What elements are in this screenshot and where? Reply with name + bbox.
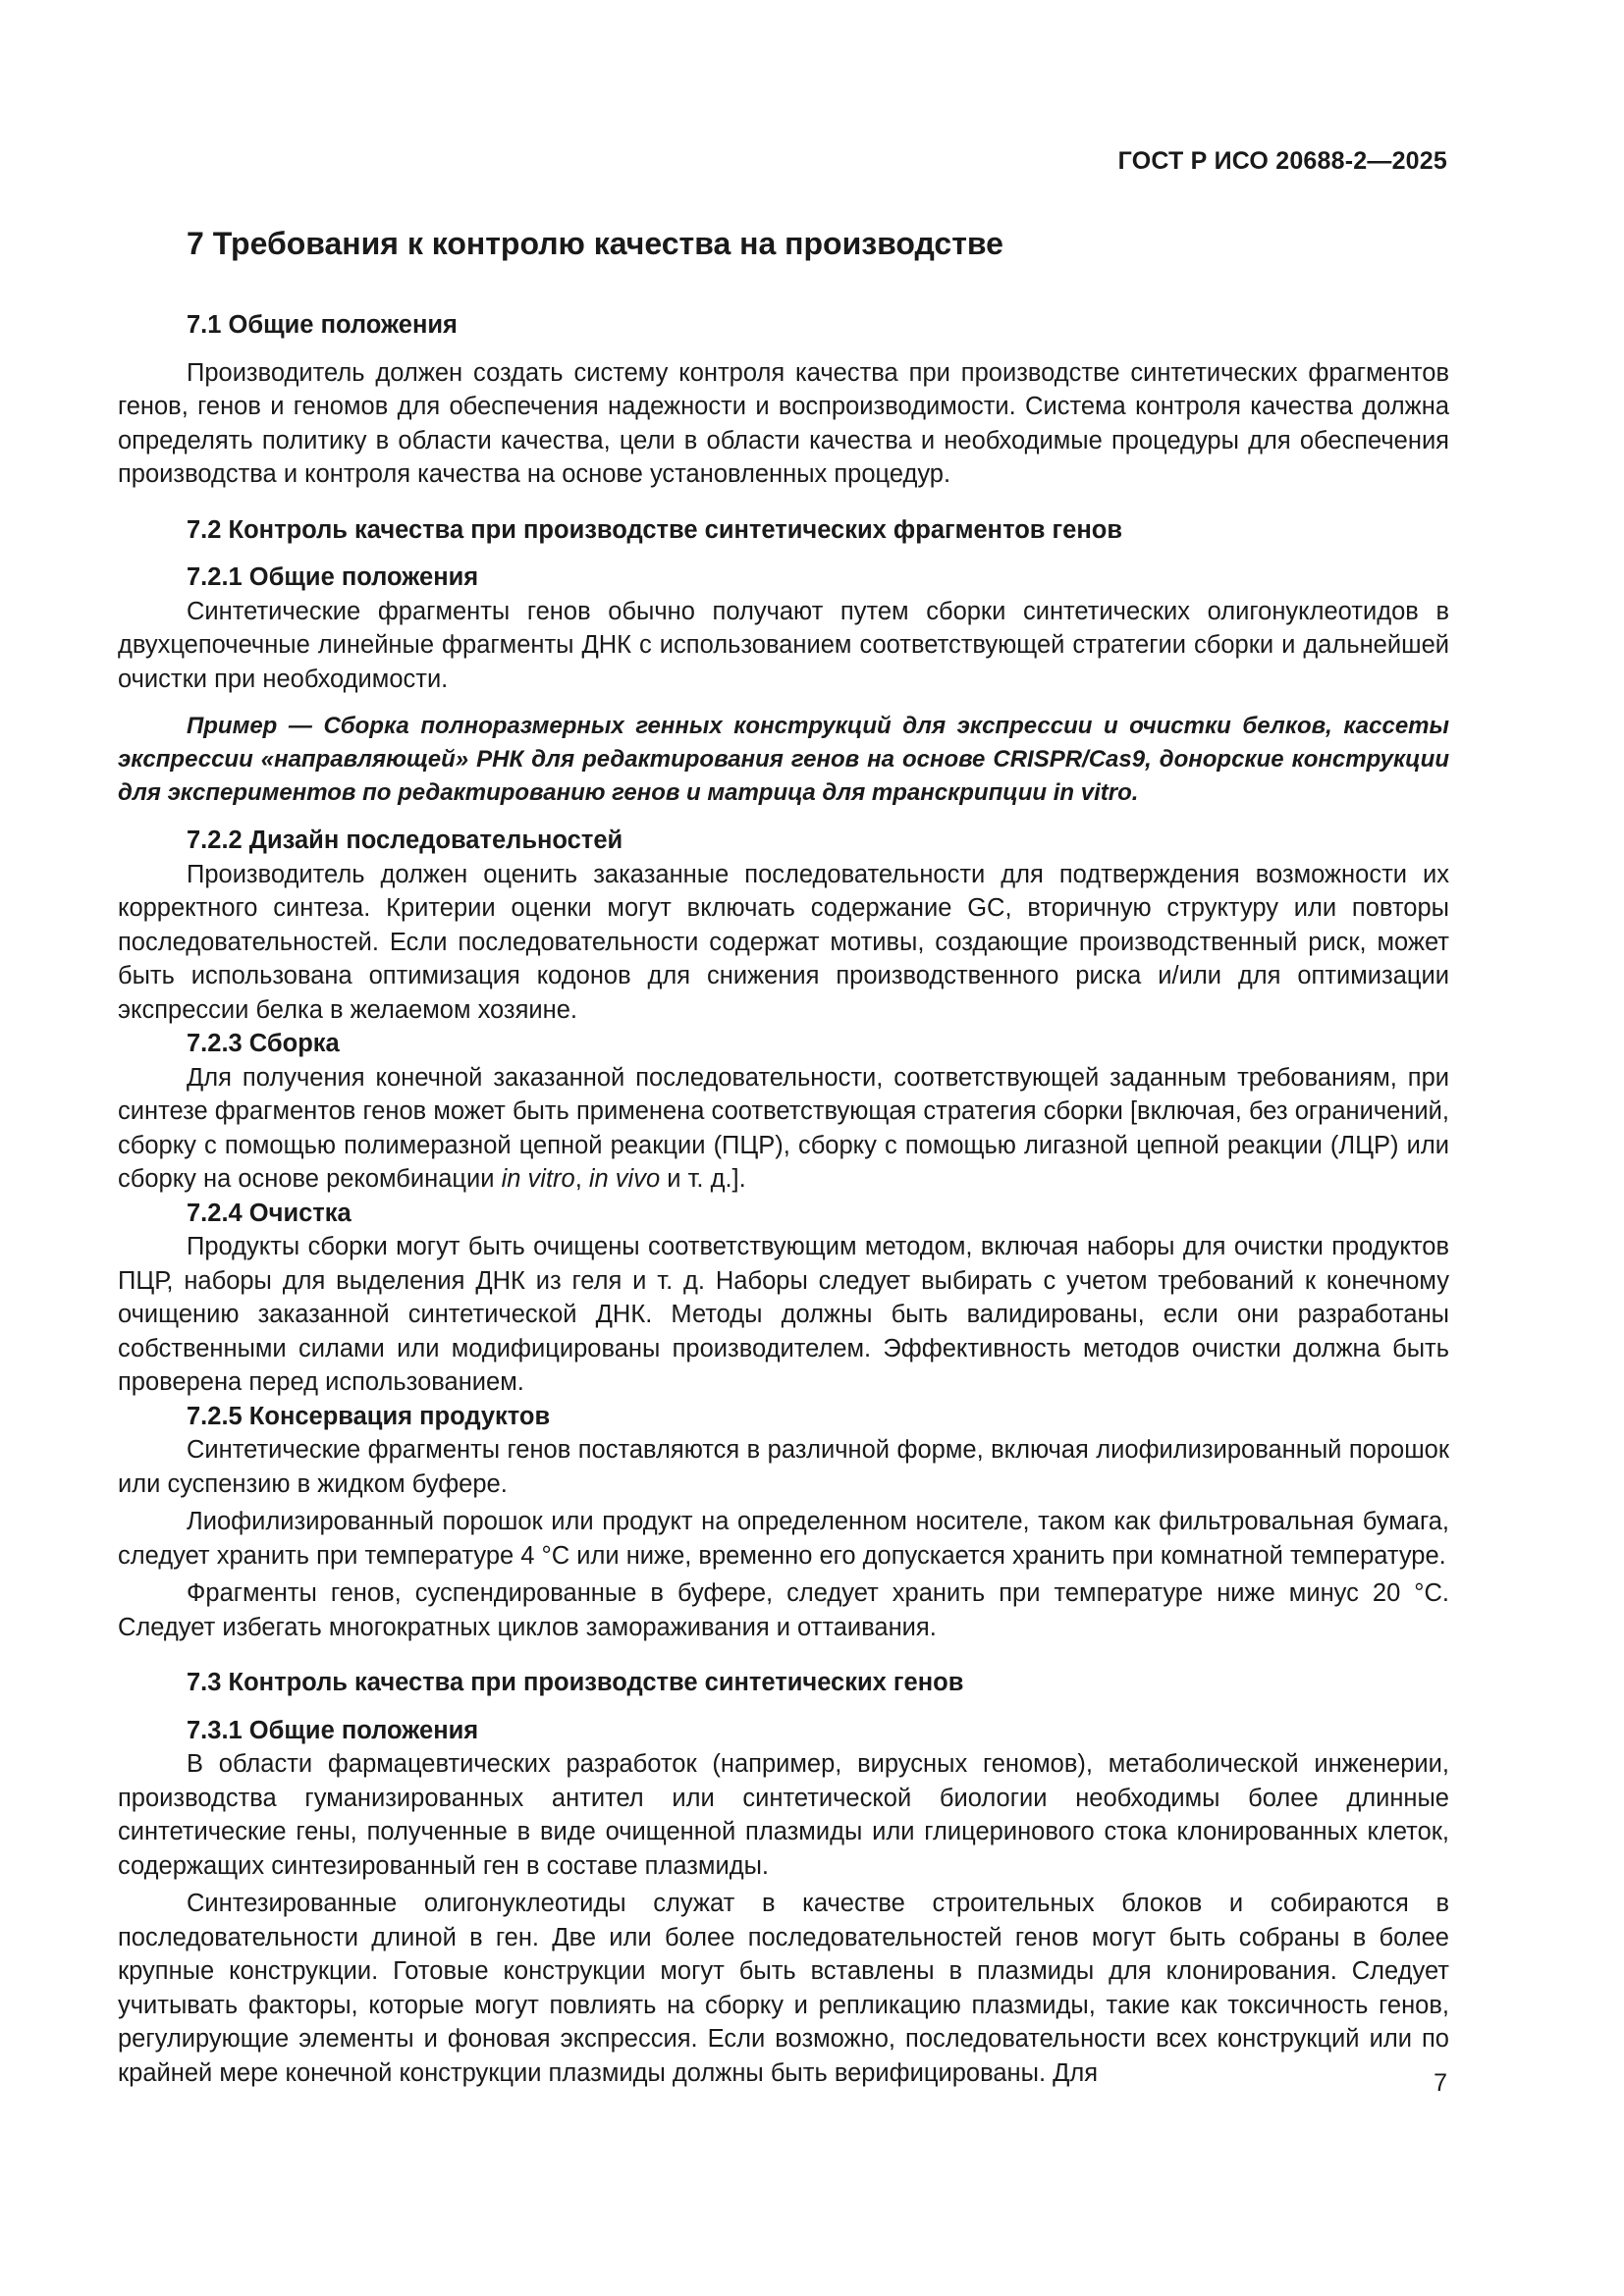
- term-separator: ,: [574, 1165, 589, 1193]
- in-vitro-term: in vitro: [501, 1165, 575, 1193]
- section-7-2-3-text: Для получения конечной заказанной последовательности, соответствующей заданным требованиям, при синтезе фрагментов генов может быть применена соответствующая стратегия сборки [включая, без ограничений, сборку с помощью полимеразной цепной реакции (ПЦР), сборку с помощью лигазной цепной реакции (ЛЦР) или сборку на основе рекомбинации: [118, 1063, 1449, 1193]
- section-7-2-5-paragraph-3: Фрагменты генов, суспендированные в буфере, следует хранить при температуре ниже минус 20 °С. Следует избегать многократных циклов замораживания и оттаивания.: [118, 1579, 1449, 1641]
- section-7-3-1-paragraph-2: Синтезированные олигонуклеотиды служат в качестве строительных блоков и собираются в последовательности длиной в ген. Две или более последовательностей генов могут быть собраны в более крупные конструкции. Готовые конструкции могут быть вставлены в плазмиды для клонирования. Следует учитывать факторы, которые могут повлиять на сборку и репликацию плазмиды, такие как токсичность генов, регулирующие элементы и фоновая экспрессия. Если возможно, последовательности всех конструкций или по крайней мере конечной конструкции плазмиды должны быть верифицированы. Для: [118, 1890, 1449, 2087]
- section-7-1-paragraph: Производитель должен создать систему контроля качества при производстве синтетических фрагментов генов, генов и геномов для обеспечения надежности и воспроизводимости. Система контроля качества должна определять политику в области качества, цели в области качества и необходимые процедуры для обеспечения производства и контроля качества на основе установленных процедур.: [118, 358, 1449, 488]
- section-7-title: 7 Требования к контролю качества на производстве: [187, 226, 1003, 261]
- section-7-2-4-paragraph: Продукты сборки могут быть очищены соответствующим методом, включая наборы для очистки продуктов ПЦР, наборы для выделения ДНК из геля и т. д. Наборы следует выбирать с учетом требований к конечному очищению заказанной синтетической ДНК. Методы должны быть валидированы, если они разработаны собственными силами или модифицированы производителем. Эффективность методов очистки должна быть проверена перед использованием.: [118, 1233, 1449, 1396]
- document-code: ГОСТ Р ИСО 20688-2—2025: [1117, 147, 1447, 175]
- page-number: 7: [1434, 2069, 1447, 2097]
- section-7-2-1-paragraph: Синтетические фрагменты генов обычно получают путем сборки синтетических олигонуклеотидов в двухцепочечные линейные фрагменты ДНК с использованием соответствующей стратегии сборки и дальнейшей очистки при необходимости.: [118, 597, 1449, 693]
- section-7-2-heading: 7.2 Контроль качества при производстве синтетических фрагментов генов: [187, 515, 1123, 544]
- section-7-3-1-paragraph-1: В области фармацевтических разработок (например, вирусных геномов), метаболической инженерии, производства гуманизированных антител или синтетической биологии необходимы более длинные синтетические гены, полученные в виде очищенной плазмиды или глицеринового стока клонированных клеток, содержащих синтезированный ген в составе плазмиды.: [118, 1750, 1449, 1880]
- page-content: [118, 224, 1449, 2090]
- section-7-2-2-paragraph: Производитель должен оценить заказанные последовательности для подтверждения возможности их корректного синтеза. Критерии оценки могут включать содержание GC, вторичную структуру или повторы последовательностей. Если последовательности содержат мотивы, создающие производственный риск, может быть использована оптимизация кодонов для снижения производственного риска и/или для оптимизации экспрессии белка в желаемом хозяине.: [118, 860, 1449, 1024]
- section-7-2-5-heading: 7.2.5 Консервация продуктов: [187, 1402, 551, 1430]
- section-7-2-3-paragraph: [118, 1061, 1449, 1197]
- section-7-2-3-text-end: и т. д.].: [660, 1165, 746, 1193]
- section-7-2-5-paragraph-2: Лиофилизированный порошок или продукт на определенном носителе, таком как фильтровальная бумага, следует хранить при температуре 4 °С или ниже, временно его допускается хранить при комнатной температуре.: [118, 1508, 1449, 1570]
- section-7-3-1-heading: 7.3.1 Общие положения: [187, 1716, 479, 1744]
- section-7-1-heading: 7.1 Общие положения: [187, 311, 458, 339]
- section-7-3-heading: 7.3 Контроль качества при производстве синтетических генов: [187, 1669, 964, 1696]
- section-7-2-5-paragraph-1: Синтетические фрагменты генов поставляются в различной форме, включая лиофилизированный порошок или суспензию в жидком буфере.: [118, 1436, 1449, 1498]
- in-vivo-term: in vivo: [588, 1165, 661, 1193]
- section-7-2-1-heading: 7.2.1 Общие положения: [187, 563, 479, 591]
- section-7-2-2-heading: 7.2.2 Дизайн последовательностей: [187, 827, 623, 854]
- section-7-2-4-heading: 7.2.4 Очистка: [187, 1199, 352, 1227]
- section-7-2-3-heading: 7.2.3 Сборка: [187, 1030, 340, 1057]
- example-note: Пример — Сборка полноразмерных генных конструкций для экспрессии и очистки белков, кассеты экспрессии «направляющей» РНК для редактирования генов на основе CRISPR/Cas9, донорские конструкции для экспериментов по редактированию генов и матрица для транскрипции in vitro.: [118, 713, 1449, 806]
